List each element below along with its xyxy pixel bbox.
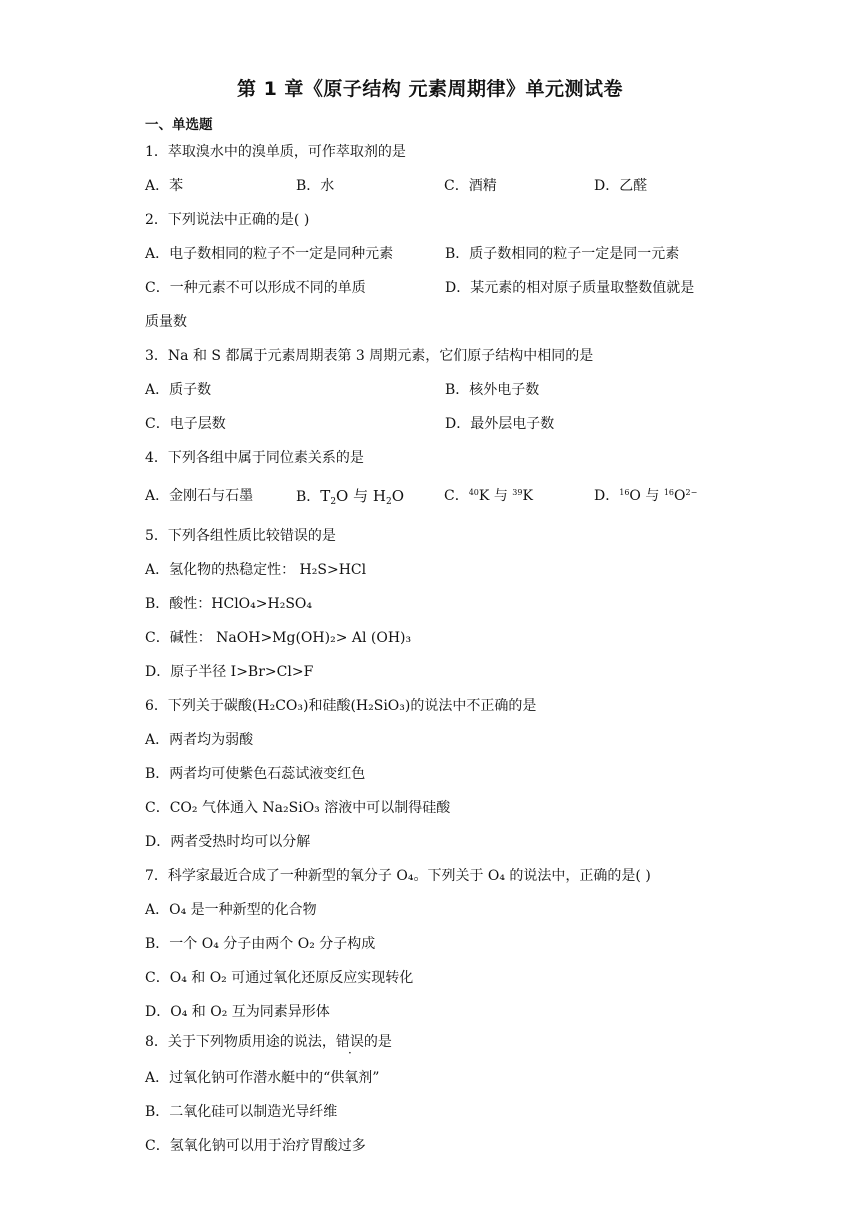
- q7-option-c: C．O₄ 和 O₂ 可通过氧化还原反应实现转化: [145, 970, 414, 986]
- q3-option-b: B．核外电子数: [445, 382, 540, 398]
- q1-option-d: D．乙醛: [594, 178, 648, 194]
- q5-option-b: B．酸性：HClO₄>H₂SO₄: [145, 596, 313, 612]
- q3-option-d: D．最外层电子数: [445, 416, 555, 432]
- q6-option-b: B．两者均可使紫色石蕊试液变红色: [145, 766, 366, 782]
- q7-option-d: D．O₄ 和 O₂ 互为同素异形体: [145, 1004, 330, 1020]
- page-title: 第 1 章《原子结构 元素周期律》单元测试卷: [236, 78, 624, 100]
- emphasis-dots: 错误: [335, 1034, 364, 1050]
- q8-option-a: A．过氧化钠可作潜水艇中的“供氧剂”: [145, 1070, 380, 1086]
- q5-option-c: C．碱性： NaOH>Mg(OH)₂> Al (OH)₃: [145, 630, 412, 646]
- q4-option-a: A．金刚石与石墨: [145, 488, 254, 504]
- q1-option-b: B．水: [296, 178, 335, 194]
- q4-option-b: B．$T_2O$ 与 $H_2O$: [296, 487, 405, 507]
- q8-option-c: C．氢氧化钠可以用于治疗胃酸过多: [145, 1138, 366, 1154]
- q4-option-d: D．$^{16}$O 与 $^{16}O^{2-}$: [594, 488, 698, 504]
- question-6: 6．下列关于碳酸(H₂CO₃)和硅酸(H₂SiO₃)的说法中不正确的是: [145, 698, 537, 714]
- question-5: 5．下列各组性质比较错误的是: [145, 528, 336, 544]
- question-7: 7．科学家最近合成了一种新型的氧分子 O₄。下列关于 O₄ 的说法中，正确的是( ): [145, 868, 651, 884]
- q7-option-a: A．O₄ 是一种新型的化合物: [145, 902, 317, 918]
- q1-option-a: A．苯: [145, 178, 184, 194]
- q4-option-c: C．$^{40}$K 与 $^{39}$K: [444, 488, 533, 504]
- q6-option-a: A．两者均为弱酸: [145, 732, 254, 748]
- q1-option-c: C．酒精: [444, 178, 497, 194]
- q5-option-d: D．原子半径 I>Br>Cl>F: [145, 664, 314, 680]
- q6-option-d: D．两者受热时均可以分解: [145, 834, 311, 850]
- q2-option-c: C．一种元素不可以形成不同的单质: [145, 280, 366, 296]
- q2-option-d: D．某元素的相对原子质量取整数值就是: [445, 280, 695, 296]
- q8-option-b: B．二氧化硅可以制造光导纤维: [145, 1104, 338, 1120]
- question-1: 1．萃取溴水中的溴单质，可作萃取剂的是: [145, 144, 406, 160]
- q6-option-c: C．CO₂ 气体通入 Na₂SiO₃ 溶液中可以制得硅酸: [145, 800, 451, 816]
- question-3: 3．Na 和 S 都属于元素周期表第 3 周期元素，它们原子结构中相同的是: [145, 348, 594, 364]
- section-heading: 一、单选题: [145, 117, 213, 133]
- q3-option-c: C．电子层数: [145, 416, 226, 432]
- question-4: 4．下列各组中属于同位素关系的是: [145, 450, 364, 466]
- q2-option-b: B．质子数相同的粒子一定是同一元素: [445, 246, 680, 262]
- question-8: 8．关于下列物质用途的说法，错误的是: [145, 1034, 392, 1050]
- q3-option-a: A．质子数: [145, 382, 212, 398]
- question-2: 2．下列说法中正确的是( ): [145, 212, 310, 228]
- q2-option-d-continued: 质量数: [145, 314, 187, 330]
- q7-option-b: B．一个 O₄ 分子由两个 O₂ 分子构成: [145, 936, 376, 952]
- q5-option-a: A．氢化物的热稳定性： H₂S>HCl: [145, 562, 367, 578]
- q2-option-a: A．电子数相同的粒子不一定是同种元素: [145, 246, 394, 262]
